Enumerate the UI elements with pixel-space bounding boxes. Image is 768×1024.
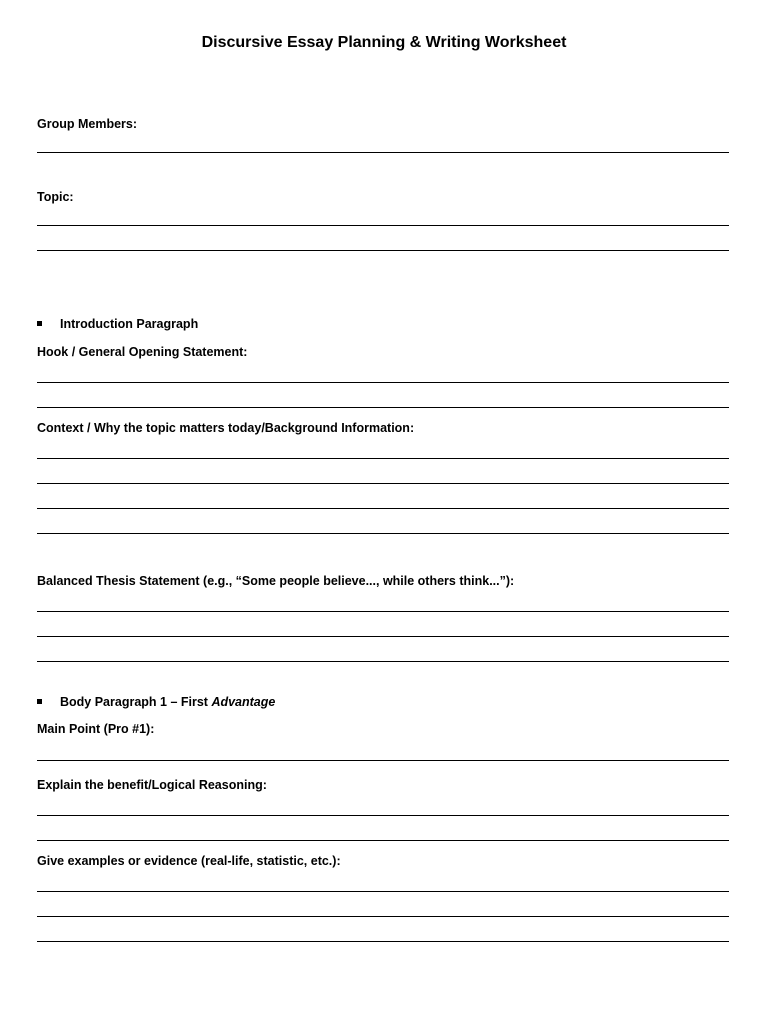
answer-line[interactable]: [37, 760, 729, 761]
introduction-heading: Introduction Paragraph: [60, 317, 199, 331]
answer-line[interactable]: [37, 508, 729, 509]
answer-line[interactable]: [37, 815, 729, 816]
answer-line[interactable]: [37, 483, 729, 484]
worksheet-title: Discursive Essay Planning & Writing Worksheet: [201, 34, 567, 51]
bullet-icon: [37, 321, 42, 326]
thesis-label: Balanced Thesis Statement (e.g., “Some people believe..., while others think...”):: [37, 574, 515, 588]
main-point-label: Main Point (Pro #1):: [37, 722, 155, 736]
answer-line[interactable]: [37, 916, 729, 917]
answer-line[interactable]: [37, 611, 729, 612]
group-members-label: Group Members:: [37, 117, 138, 131]
explain-label: Explain the benefit/Logical Reasoning:: [37, 778, 267, 792]
answer-line[interactable]: [37, 941, 729, 942]
answer-line[interactable]: [37, 250, 729, 251]
bullet-icon: [37, 699, 42, 704]
body1-heading-emphasis: Advantage: [211, 695, 276, 709]
answer-line[interactable]: [37, 661, 729, 662]
answer-line[interactable]: [37, 225, 729, 226]
answer-line[interactable]: [37, 891, 729, 892]
context-label: Context / Why the topic matters today/Background Information:: [37, 421, 415, 435]
answer-line[interactable]: [37, 407, 729, 408]
answer-line[interactable]: [37, 840, 729, 841]
body1-heading-text: Body Paragraph 1 – First: [60, 695, 212, 709]
answer-line[interactable]: [37, 382, 729, 383]
examples-label: Give examples or evidence (real-life, statistic, etc.):: [37, 854, 341, 868]
topic-label: Topic:: [37, 190, 74, 204]
answer-line[interactable]: [37, 533, 729, 534]
answer-line[interactable]: [37, 458, 729, 459]
answer-line[interactable]: [37, 636, 729, 637]
hook-label: Hook / General Opening Statement:: [37, 345, 248, 359]
body1-heading: [60, 695, 275, 709]
answer-line[interactable]: [37, 152, 729, 153]
